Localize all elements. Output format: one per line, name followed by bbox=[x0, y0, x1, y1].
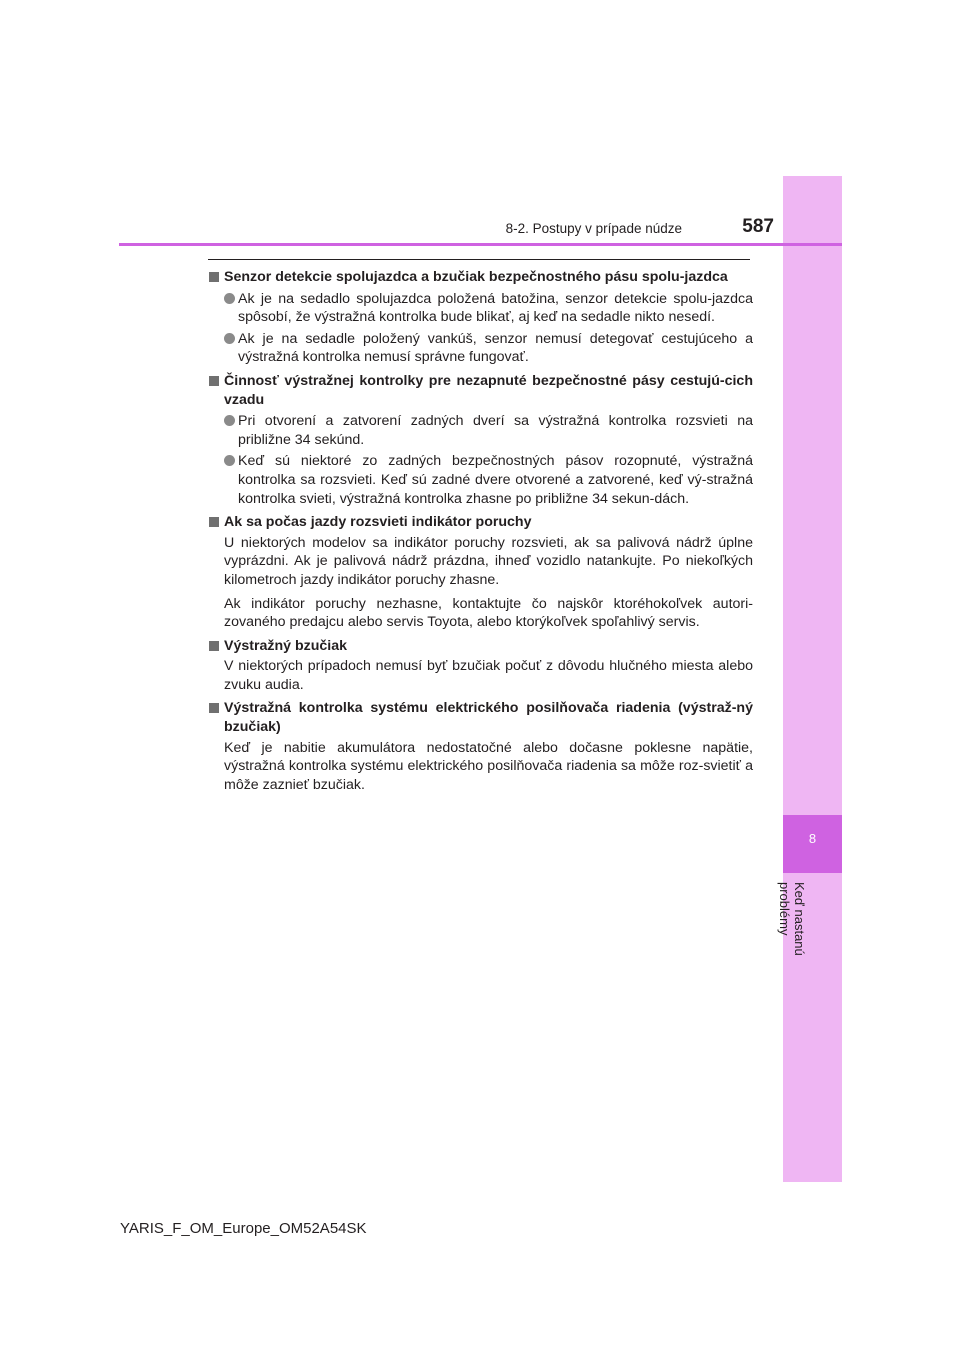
page-number: 587 bbox=[742, 216, 774, 237]
round-bullet-icon bbox=[224, 415, 235, 426]
square-bullet-icon bbox=[209, 272, 219, 282]
bullet-text: Keď sú niektoré zo zadných bezpečnostných pásov rozopnuté, výstražná kontrolka sa rozsvieti. Keď sú zadné dvere otvorené a zatvorené, keď vý-stražná kontrolka svieti, výstražná kontrolka zhasne po približne 34 sekun-dách. bbox=[238, 453, 753, 507]
bullet-item bbox=[208, 412, 753, 449]
page-content bbox=[208, 263, 753, 794]
section-heading-text: Senzor detekcie spolujazdca a bzučiak bezpečnostného pásu spolu-jazdca bbox=[224, 269, 728, 285]
document-id: YARIS_F_OM_Europe_OM52A54SK bbox=[120, 1220, 367, 1237]
chapter-title: Keď nastanú problémy bbox=[777, 882, 807, 956]
section-heading bbox=[208, 637, 753, 656]
bullet-text: Pri otvorení a zatvorení zadných dverí sa výstražná kontrolka rozsvieti na približne 34 sekúnd. bbox=[238, 413, 753, 448]
paragraph: U niektorých modelov sa indikátor poruchy rozsvieti, ak sa palivová nádrž úplne vyprázdni. Ak je palivová nádrž prázdna, ihneď vozidlo natankujte. Po niekoľkých kilometroch jazdy indikátor poruchy zhasne. bbox=[224, 534, 753, 588]
bullet-item bbox=[208, 452, 753, 508]
bullet-item bbox=[208, 330, 753, 367]
round-bullet-icon bbox=[224, 293, 235, 304]
paragraph: Keď je nabitie akumulátora nedostatočné alebo dočasne poklesne napätie, výstražná kontrolka systému elektrického posilňovača riadenia sa môže roz-svietiť a môže zaznieť bzučiak. bbox=[224, 739, 753, 793]
chapter-side-strip bbox=[783, 176, 842, 1182]
section-title: 8-2. Postupy v prípade núdze bbox=[505, 221, 682, 236]
section-heading-text: Ak sa počas jazdy rozsvieti indikátor poruchy bbox=[224, 514, 532, 531]
section-heading bbox=[208, 372, 753, 409]
round-bullet-icon bbox=[224, 333, 235, 344]
square-bullet-icon bbox=[209, 641, 219, 651]
chapter-number: 8 bbox=[808, 831, 817, 846]
chapter-number-tab[interactable] bbox=[783, 815, 842, 873]
paragraph: V niektorých prípadoch nemusí byť bzučiak počuť z dôvodu hlučného miesta alebo zvuku audia. bbox=[224, 658, 753, 693]
bullet-text: Ak je na sedadle položený vankúš, senzor nemusí detegovať cestujúceho a výstražná kontrolka nemusí správne fungovať. bbox=[238, 330, 753, 366]
section-heading bbox=[208, 699, 753, 736]
section-heading-text: Činnosť výstražnej kontrolky pre nezapnuté bezpečnostné pásy cestujú-cich vzadu bbox=[224, 372, 753, 408]
section-heading bbox=[208, 268, 753, 287]
paragraph: Ak indikátor poruchy nezhasne, kontaktujte čo najskôr ktoréhokoľvek autori-zovaného predajcu alebo servis Toyota, alebo ktorýkoľvek spoľahlivý servis. bbox=[224, 595, 753, 631]
square-bullet-icon bbox=[209, 517, 219, 527]
section-heading-text: Výstražná kontrolka systému elektrického posilňovača riadenia (výstraž-ný bzučiak) bbox=[224, 700, 753, 736]
section-heading-text: Výstražný bzučiak bbox=[224, 637, 348, 654]
content-top-rule bbox=[208, 259, 750, 260]
round-bullet-icon bbox=[224, 455, 235, 466]
bullet-item bbox=[208, 290, 753, 327]
header-divider bbox=[119, 243, 842, 246]
square-bullet-icon bbox=[209, 376, 219, 386]
square-bullet-icon bbox=[209, 703, 219, 713]
section-heading bbox=[208, 513, 753, 532]
bullet-text: Ak je na sedadlo spolujazdca položená batožina, senzor detekcie spolu-jazdca spôsobí, že výstražná kontrolka bude blikať, aj keď na sedadle nikto nesedí. bbox=[238, 290, 753, 326]
